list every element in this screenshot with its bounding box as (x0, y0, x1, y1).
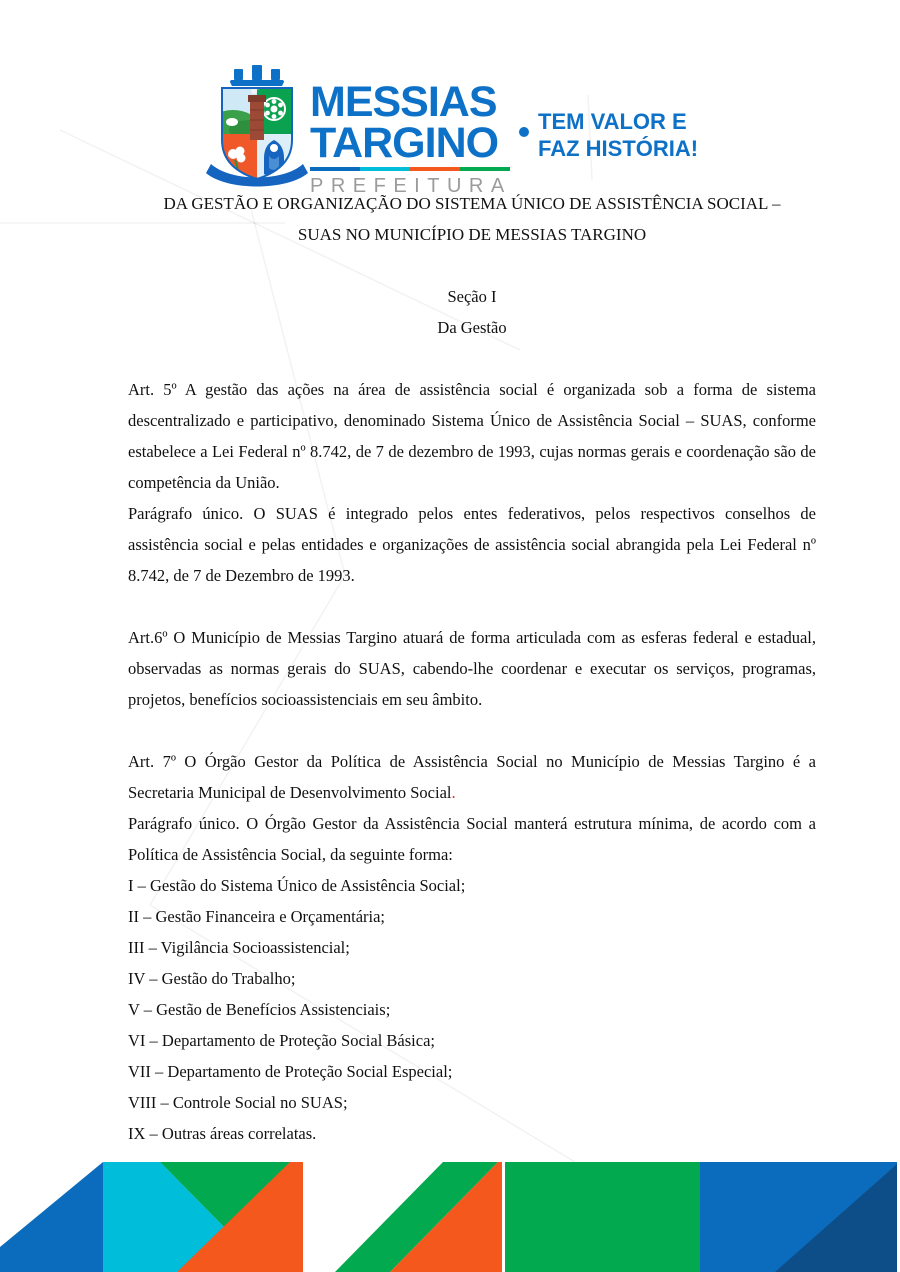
paragraph-art5: Art. 5º A gestão das ações na área de assistência social é organizada sob a forma de sistema descentralizado e participativo, denominado Sistema Único de Assistência Social – SUAS, conforme estabelece a Lei Federal nº 8.742, de 7 de dezembro de 1993, cujas normas gerais e coordenação são de competência da União. (128, 380, 816, 492)
section-name: Da Gestão (437, 318, 507, 337)
red-period: . (451, 783, 456, 802)
tagline (538, 108, 698, 162)
list-item-5: V – Gestão de Benefícios Assistenciais; (128, 1000, 391, 1019)
list-item-6: VI – Departamento de Proteção Social Básica; (128, 1031, 435, 1050)
wordmark-line2: TARGINO (310, 119, 499, 167)
document-body (128, 188, 816, 1149)
footer-decoration (0, 1160, 900, 1272)
tagline-line1: TEM VALOR E (538, 109, 687, 134)
bar-segment-orange (410, 167, 460, 171)
coat-of-arms (205, 64, 309, 190)
paragraph-art6: Art.6º O Município de Messias Targino atuará de forma articulada com as esferas federal e estadual, observadas as normas gerais do SUAS, cabendo-lhe coordenar e executar os serviços, programas, projetos, benefícios socioassistenciais em seu âmbito. (128, 628, 816, 709)
brand-color-bar (310, 167, 510, 171)
list-item-8: VIII – Controle Social no SUAS; (128, 1093, 348, 1112)
paragraph-art5-unico: Parágrafo único. O SUAS é integrado pelos entes federativos, pelos respectivos conselhos de assistência social e pelas entidades e organizações de assistência social abrangida pela Lei Federal nº 8.742, de 7 de Dezembro de 1993. (128, 504, 816, 585)
logo-wordmark (310, 78, 520, 198)
list-item-1: I – Gestão do Sistema Único de Assistência Social; (128, 876, 466, 895)
prefeitura-label: PREFEITURA (310, 175, 512, 197)
list-item-7: VII – Departamento de Proteção Social Especial; (128, 1062, 453, 1081)
list-item-2: II – Gestão Financeira e Orçamentária; (128, 907, 385, 926)
section-label: Seção I (447, 287, 497, 306)
bar-segment-blue (310, 167, 360, 171)
page-title-line2: SUAS NO MUNICÍPIO DE MESSIAS TARGINO (297, 225, 647, 244)
footer-green-rect (505, 1162, 700, 1272)
tagline-line2: FAZ HISTÓRIA! (538, 136, 699, 161)
list-item-4: IV – Gestão do Trabalho; (128, 969, 296, 988)
list-item-9: IX – Outras áreas correlatas. (128, 1124, 317, 1143)
paragraph-art7: Art. 7º O Órgão Gestor da Política de Assistência Social no Município de Messias Targino é a Secretaria Municipal de Desenvolvimento Social. (128, 752, 816, 802)
separator-dot-icon (519, 127, 529, 137)
page-title-line1: DA GESTÃO E ORGANIZAÇÃO DO SISTEMA ÚNICO DE ASSISTÊNCIA SOCIAL – (163, 194, 781, 213)
bar-segment-cyan (360, 167, 410, 171)
footer-blue-left (0, 1162, 103, 1272)
paragraph-art7-unico: Parágrafo único. O Órgão Gestor da Assistência Social manterá estrutura mínima, de acordo com a Política de Assistência Social, da seguinte forma: (128, 814, 816, 864)
list-item-3: III – Vigilância Socioassistencial; (128, 938, 350, 957)
wordmark-line1: MESSIAS (310, 78, 497, 126)
crest-crown (230, 65, 284, 86)
bar-segment-green (460, 167, 510, 171)
